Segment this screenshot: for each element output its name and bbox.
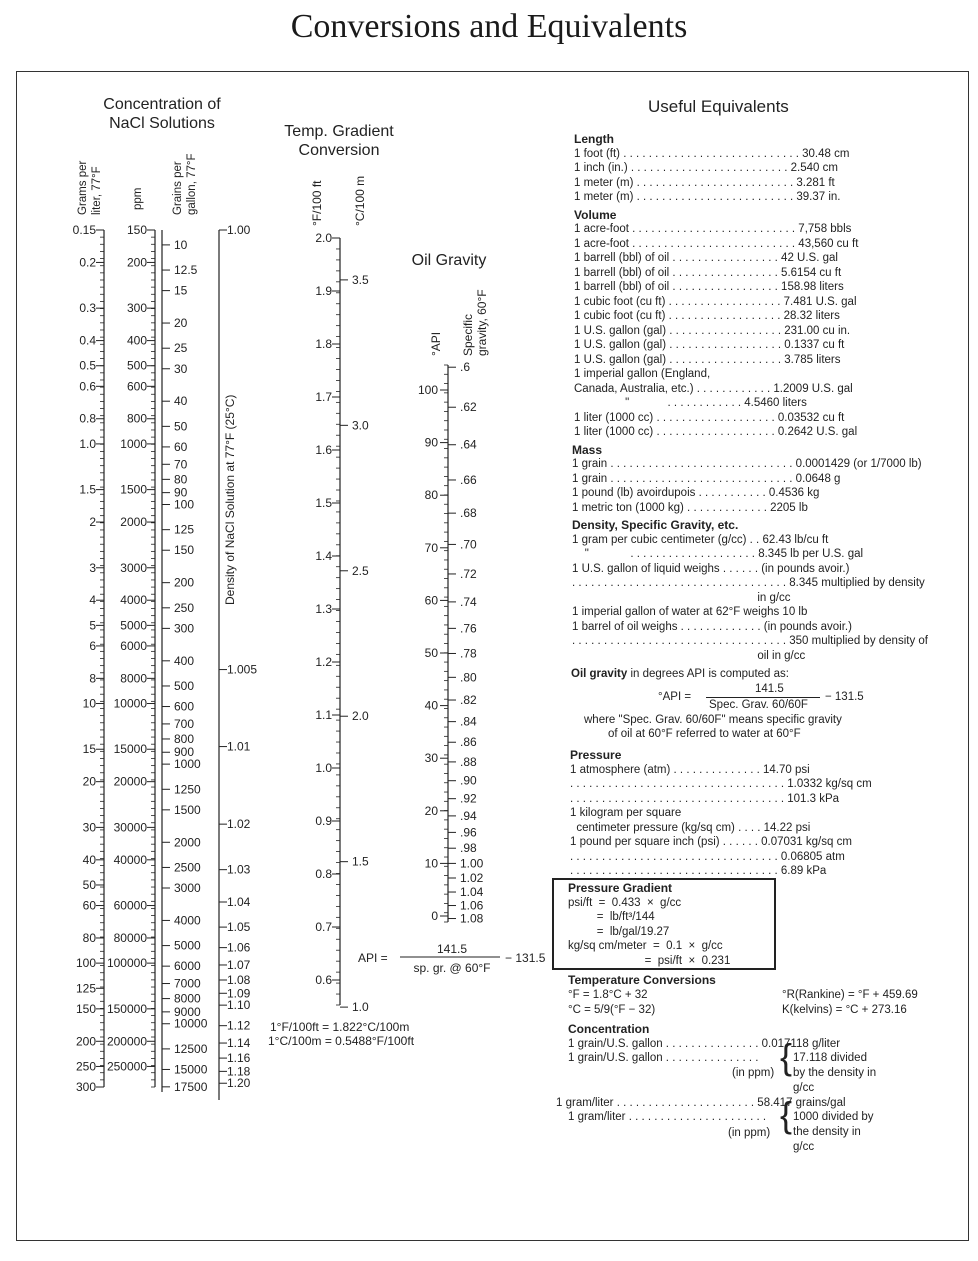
temp-f-label: 1.1 [315, 708, 332, 722]
temp-f-label: 1.9 [315, 284, 332, 298]
oil-sg-label: .96 [460, 825, 477, 840]
grains-gallon-label: 7000 [174, 976, 201, 991]
temp-note-2: 1°C/100m = 0.5488°F/100ft [268, 1034, 415, 1048]
ppm-label: 200 [126, 255, 147, 270]
grams-liter-label: 0.6 [79, 379, 96, 394]
density-line: " . . . . . . . . . . . . . . . . . . . . 8.345 lb per U.S. gal [572, 548, 864, 560]
temp-f-label: 0.8 [315, 867, 332, 881]
grains-gallon-label: 600 [174, 699, 195, 714]
temp-left-2: °C = 5/9(°F − 32) [568, 1004, 656, 1016]
ppm-label: 300 [126, 301, 147, 316]
ppm-label: 150000 [106, 1001, 147, 1016]
grains-gallon-label: 15000 [174, 1062, 208, 1077]
oil-sg-label: .98 [460, 841, 477, 856]
grains-gallon-label: 300 [174, 621, 195, 636]
grains-gallon-label: 900 [174, 745, 195, 760]
grains-gallon-label: 500 [174, 678, 195, 693]
ppm-label: 5000 [120, 618, 147, 633]
grains-gallon-label: 3000 [174, 880, 201, 895]
nacl-title-1: Concentration of [103, 96, 221, 113]
mass-line: 1 metric ton (1000 kg) . . . . . . . . . . . . . 2205 lb [572, 501, 808, 514]
pressure-line: . . . . . . . . . . . . . . . . . . . . . . . . . . . . . . . . . 0.06805 atm [570, 850, 845, 863]
nacl-header-grains-2: gallon, 77°F [186, 153, 198, 215]
ppm-label: 1000 [120, 436, 147, 451]
ppm-label: 800 [126, 411, 147, 426]
oil-sg-label: 1.02 [460, 870, 484, 885]
oil-api-label: 80 [424, 488, 438, 503]
grams-liter-label: 0.5 [79, 358, 96, 373]
length-line: 1 meter (m) . . . . . . . . . . . . . . . . . . . . . . . . . 3.281 ft [574, 176, 835, 189]
temp-c-label: 1.5 [352, 854, 369, 869]
api-formula-den: Spec. Grav. 60/60F [709, 699, 808, 711]
oil-api-label: 70 [424, 540, 438, 555]
conc-brace2-line: 1000 divided by [793, 1111, 874, 1123]
temp-f-header: °F/100 ft [310, 180, 324, 226]
nacl-header-ppm: ppm [132, 187, 144, 210]
pressure-line: 1 atmosphere (atm) . . . . . . . . . . . . . . 14.70 psi [570, 763, 810, 776]
grams-liter-label: 40 [82, 852, 96, 867]
ppm-label: 400 [126, 333, 147, 348]
temp-c-header: °C/100 m [353, 175, 367, 226]
grains-gallon-label: 70 [174, 457, 188, 472]
density-label: 1.18 [227, 1064, 251, 1079]
oil-sg-label: 1.00 [460, 856, 484, 871]
grains-gallon-label: 125 [174, 522, 195, 537]
oil-sg-label: .62 [460, 400, 477, 415]
grams-liter-label: 200 [75, 1034, 96, 1049]
api-note-2: of oil at 60°F referred to water at 60°F [608, 728, 801, 740]
grains-gallon-label: 80 [174, 472, 188, 487]
volume-line: 1 barrell (bbl) of oil . . . . . . . . . . . . . . . . . 158.98 liters [574, 281, 844, 293]
volume-head: Volume [574, 207, 617, 222]
grams-liter-label: 30 [82, 820, 96, 835]
api-formula-right: − 131.5 [505, 951, 546, 965]
grains-gallon-label: 40 [174, 394, 188, 409]
grains-gallon-label: 90 [174, 485, 188, 500]
grains-gallon-label: 12.5 [174, 263, 198, 278]
length-line: 1 meter (m) . . . . . . . . . . . . . . . . . . . . . . . . . 39.37 in. [574, 191, 841, 203]
oil-sg-label: .90 [460, 773, 477, 788]
conc-brace1-line: by the density in [793, 1067, 877, 1079]
grams-liter-label: 0.2 [79, 255, 96, 270]
grams-liter-label: 250 [75, 1059, 96, 1074]
density-label: 1.08 [227, 973, 251, 988]
volume-line: " . . . . . . . . . . . . 4.5460 liters [574, 397, 807, 409]
grams-liter-label: 15 [82, 742, 96, 757]
pressure-line: centimeter pressure (kg/sq cm) . . . . 14.22 psi [570, 821, 811, 834]
grains-gallon-label: 15 [174, 283, 188, 298]
grams-liter-label: 0.3 [79, 301, 96, 316]
grams-liter-label: 0.4 [79, 333, 96, 348]
oil-sg-label: .94 [460, 808, 477, 823]
oil-sg-label: .68 [460, 506, 477, 521]
ppm-label: 100000 [106, 956, 147, 971]
ppm-label: 2000 [120, 515, 147, 530]
grains-gallon-label: 1250 [174, 782, 201, 797]
volume-line: 1 liter (1000 cc) . . . . . . . . . . . . . . . . . . . 0.03532 cu ft [574, 411, 845, 424]
conc-line: 1 grain/U.S. gallon . . . . . . . . . . . . . . . 0.017118 g/liter [568, 1038, 841, 1050]
mass-line: 1 pound (lb) avoirdupois . . . . . . . . . . . 0.4536 kg [572, 487, 820, 499]
oil-sg-label: 1.06 [460, 898, 484, 913]
pressure-line: 1 pound per square inch (psi) . . . . . . 0.07031 kg/sq cm [570, 836, 852, 848]
density-label: 1.12 [227, 1018, 251, 1033]
density-line: 1 gram per cubic centimeter (g/cc) . . 62.43 lb/cu ft [572, 533, 829, 546]
oil-sg-header-2: gravity, 60°F [475, 289, 489, 356]
density-line: 1 U.S. gallon of liquid weighs . . . . . . (in pounds avoir.) [572, 562, 850, 575]
temp-f-label: 0.9 [315, 814, 332, 828]
oil-sg-label: .84 [460, 714, 477, 729]
grains-gallon-label: 1000 [174, 757, 201, 772]
temp-f-label: 1.7 [315, 390, 332, 404]
oil-sg-label: .88 [460, 754, 477, 769]
density-label: 1.07 [227, 957, 251, 972]
temp-c-label: 3.5 [352, 272, 369, 287]
volume-line: 1 U.S. gallon (gal) . . . . . . . . . . . . . . . . . . 0.1337 cu ft [574, 339, 845, 351]
temp-f-label: 1.8 [315, 337, 332, 351]
grams-liter-label: 300 [75, 1080, 96, 1094]
conc-line: 1 grain/U.S. gallon . . . . . . . . . . . . . . . [568, 1052, 759, 1064]
oil-sg-label: .76 [460, 621, 477, 636]
density-label: 1.005 [227, 662, 258, 677]
oil-sg-label: .80 [460, 670, 477, 685]
useful-title: Useful Equivalents [648, 97, 789, 116]
oil-gravity-line: Oil gravity in degrees API is computed as: [571, 668, 789, 680]
grains-gallon-label: 9000 [174, 1004, 201, 1019]
grains-gallon-label: 20 [174, 316, 188, 331]
temp-right-1: °R(Rankine) = °F + 459.69 [782, 989, 918, 1001]
grains-gallon-label: 50 [174, 419, 188, 434]
volume-line: Canada, Australia, etc.) . . . . . . . . . . . . 1.2009 U.S. gal [574, 382, 853, 395]
ppm-label: 6000 [120, 638, 147, 653]
temp-f-label: 1.0 [315, 761, 332, 775]
volume-line: 1 barrell (bbl) of oil . . . . . . . . . . . . . . . . . 42 U.S. gal [574, 252, 838, 264]
ppm-label: 10000 [113, 696, 147, 711]
nacl-header-grams-2: liter, 77°F [91, 166, 103, 215]
ppm-label: 250000 [106, 1059, 147, 1074]
grams-liter-label: 2 [89, 515, 96, 530]
nacl-header-grains-1: Grains per [172, 161, 184, 215]
pressure-gradient-line: kg/sq cm/meter = 0.1 × g/cc [568, 940, 723, 952]
oil-sg-label: .72 [460, 566, 477, 581]
density-label: 1.06 [227, 940, 251, 955]
oil-sg-label: .70 [460, 537, 477, 552]
density-line: . . . . . . . . . . . . . . . . . . . . . . . . . . . . . . . . . . 8.345 multiplied by density [572, 577, 925, 589]
grains-gallon-label: 6000 [174, 959, 201, 974]
temp-f-label: 2.0 [315, 231, 332, 245]
oil-api-label: 0 [431, 909, 438, 923]
volume-line: 1 U.S. gallon (gal) . . . . . . . . . . . . . . . . . . 3.785 liters [574, 353, 841, 366]
density-label: 1.20 [227, 1076, 251, 1091]
oil-api-label: 50 [424, 646, 438, 660]
oil-api-label: 10 [424, 856, 438, 871]
volume-line: 1 liter (1000 cc) . . . . . . . . . . . . . . . . . . . 0.2642 U.S. gal [574, 426, 858, 438]
oil-sg-label: .64 [460, 437, 477, 452]
mass-line: 1 grain . . . . . . . . . . . . . . . . . . . . . . . . . . . . . 0.0648 g [572, 472, 841, 485]
grains-gallon-label: 1500 [174, 802, 201, 817]
grams-liter-label: 50 [82, 877, 96, 892]
density-line: oil in g/cc [572, 649, 806, 662]
oil-sg-label: .78 [460, 646, 477, 661]
temp-title-2: Conversion [298, 142, 380, 159]
grains-gallon-label: 12500 [174, 1041, 208, 1056]
density-label: 1.10 [227, 998, 251, 1013]
conc-brace: { [780, 1036, 793, 1077]
oil-sg-label: .82 [460, 693, 477, 708]
density-label: 1.00 [227, 223, 251, 237]
conc-in-ppm: (in ppm) [732, 1067, 775, 1079]
volume-line: 1 acre-foot . . . . . . . . . . . . . . . . . . . . . . . . . . 43,560 cu ft [574, 237, 859, 250]
conc-brace1-line: 17.118 divided [793, 1052, 867, 1064]
grams-liter-label: 5 [89, 618, 96, 633]
pressure-gradient-head: Pressure Gradient [568, 881, 673, 895]
pressure-gradient-line: psi/ft = 0.433 × g/cc [568, 896, 682, 909]
pressure-head: Pressure [570, 748, 622, 762]
grams-liter-label: 3 [89, 560, 96, 575]
density-line: . . . . . . . . . . . . . . . . . . . . . . . . . . . . . . . . . . 350 multiplied by density of [572, 635, 928, 647]
conc-head: Concentration [568, 1022, 650, 1036]
grains-gallon-label: 60 [174, 439, 188, 454]
pressure-line: . . . . . . . . . . . . . . . . . . . . . . . . . . . . . . . . . . 1.0332 kg/sq cm [570, 778, 872, 790]
density-label: 1.09 [227, 986, 251, 1001]
conc-line: 1 gram/liter . . . . . . . . . . . . . . . . . . . . . . [568, 1111, 767, 1123]
oil-api-label: 90 [424, 435, 438, 450]
density-label: 1.04 [227, 895, 251, 910]
nacl-header-grams-1: Grams per [77, 160, 89, 215]
oil-api-label: 100 [417, 383, 438, 397]
oil-api-label: 30 [424, 751, 438, 766]
temp-left-1: °F = 1.8°C + 32 [568, 989, 648, 1001]
oil-sg-label: 1.04 [460, 885, 484, 900]
ppm-label: 1500 [120, 482, 147, 497]
grains-gallon-label: 800 [174, 731, 195, 746]
grams-liter-label: 1.0 [79, 436, 96, 451]
ppm-label: 20000 [113, 774, 147, 789]
grains-gallon-label: 150 [174, 543, 195, 558]
ppm-label: 600 [126, 379, 147, 394]
pressure-gradient-line: = psi/ft × 0.231 [568, 954, 731, 967]
oil-api-label: 60 [424, 593, 438, 608]
oil-sg-label: .6 [460, 360, 471, 375]
grams-liter-label: 80 [82, 930, 96, 945]
density-label: 1.03 [227, 862, 251, 877]
grains-gallon-label: 2500 [174, 860, 201, 875]
grams-liter-label: 8 [89, 671, 96, 686]
temp-f-label: 1.5 [315, 496, 332, 510]
grams-liter-label: 100 [75, 956, 96, 971]
density-head: Density, Specific Gravity, etc. [572, 518, 739, 532]
grains-gallon-label: 10000 [174, 1016, 208, 1031]
grains-gallon-label: 700 [174, 716, 195, 731]
nacl-density-label: Density of NaCl Solution at 77°F (25°C) [223, 394, 237, 605]
pressure-line: 1 kilogram per square [570, 807, 682, 819]
oil-api-header: °API [429, 331, 443, 356]
grains-gallon-label: 4000 [174, 913, 201, 928]
volume-line: 1 cubic foot (cu ft) . . . . . . . . . . . . . . . . . . 28.32 liters [574, 310, 840, 322]
density-line: in g/cc [572, 591, 791, 604]
grains-gallon-label: 100 [174, 497, 195, 512]
grams-liter-label: 150 [75, 1001, 96, 1016]
api-formula-right: − 131.5 [825, 691, 864, 703]
length-line: 1 foot (ft) . . . . . . . . . . . . . . . . . . . . . . . . . . . . 30.48 cm [574, 147, 850, 160]
temp-f-label: 0.7 [315, 920, 332, 934]
conc-brace1-line: g/cc [793, 1082, 815, 1094]
temp-c-label: 2.0 [352, 709, 369, 724]
api-formula-left: °API = [658, 691, 692, 703]
ppm-label: 3000 [120, 560, 147, 575]
oil-sg-label: .74 [460, 594, 477, 609]
temp-c-label: 2.5 [352, 563, 369, 578]
density-label: 1.16 [227, 1051, 251, 1066]
pressure-gradient-box [552, 878, 776, 970]
grams-liter-label: 10 [82, 696, 96, 711]
conc-brace: { [780, 1094, 793, 1135]
grams-liter-label: 60 [82, 898, 96, 913]
grains-gallon-label: 400 [174, 653, 195, 668]
volume-line: 1 imperial gallon (England, [574, 368, 711, 380]
grains-gallon-label: 8000 [174, 991, 201, 1006]
grains-gallon-label: 17500 [174, 1079, 208, 1094]
grains-gallon-label: 200 [174, 575, 195, 590]
temp-right-2: K(kelvins) = °C + 273.16 [782, 1004, 907, 1016]
conc-brace2-line: g/cc [793, 1141, 815, 1153]
temp-head: Temperature Conversions [568, 973, 716, 987]
grams-liter-label: 1.5 [79, 482, 96, 497]
oil-sg-header-1: Specific [461, 313, 475, 356]
ppm-label: 8000 [120, 671, 147, 686]
ppm-label: 15000 [113, 742, 147, 757]
api-formula-num: 141.5 [755, 683, 784, 695]
temp-title-1: Temp. Gradient [284, 123, 394, 140]
api-formula-num: 141.5 [436, 942, 468, 956]
length-head: Length [574, 132, 614, 146]
ppm-label: 60000 [113, 898, 147, 913]
ppm-label: 150 [126, 223, 147, 237]
grains-gallon-label: 5000 [174, 938, 201, 953]
temp-f-label: 1.4 [315, 549, 332, 563]
length-line: 1 inch (in.) . . . . . . . . . . . . . . . . . . . . . . . . . 2.540 cm [574, 162, 838, 174]
ppm-label: 200000 [106, 1034, 147, 1049]
oil-sg-label: 1.08 [460, 911, 484, 926]
volume-line: 1 acre-foot . . . . . . . . . . . . . . . . . . . . . . . . . . 7,758 bbls [574, 223, 852, 235]
grams-liter-label: 125 [75, 981, 96, 996]
density-label: 1.02 [227, 817, 251, 832]
volume-line: 1 cubic foot (cu ft) . . . . . . . . . . . . . . . . . . 7.481 U.S. gal [574, 295, 857, 308]
grains-gallon-label: 250 [174, 600, 195, 615]
grains-gallon-label: 30 [174, 361, 188, 376]
mass-head: Mass [572, 442, 603, 457]
grams-liter-label: 4 [89, 593, 96, 608]
conc-line: 1 gram/liter . . . . . . . . . . . . . . . . . . . . . . 58.417 grains/gal [556, 1097, 846, 1109]
grams-liter-label: 0.8 [79, 411, 96, 426]
oil-title: Oil Gravity [411, 252, 487, 269]
volume-line: 1 barrell (bbl) of oil . . . . . . . . . . . . . . . . . 5.6154 cu ft [574, 266, 842, 279]
temp-c-label: 3.0 [352, 418, 369, 433]
mass-line: 1 grain . . . . . . . . . . . . . . . . . . . . . . . . . . . . . 0.0001429 (or 1/7000 lb) [572, 458, 922, 470]
density-label: 1.14 [227, 1036, 251, 1051]
ppm-label: 500 [126, 358, 147, 373]
conc-in-ppm: (in ppm) [728, 1127, 771, 1139]
temp-f-label: 1.2 [315, 655, 332, 669]
oil-api-label: 20 [424, 803, 438, 818]
conc-brace2-line: the density in [793, 1126, 861, 1138]
density-line: 1 barrel of oil weighs . . . . . . . . . . . . . (in pounds avoir.) [572, 620, 852, 633]
oil-sg-label: .86 [460, 735, 477, 750]
grams-liter-label: 20 [82, 774, 96, 789]
oil-sg-label: .92 [460, 791, 477, 806]
grains-gallon-label: 2000 [174, 835, 201, 850]
api-note-1: where "Spec. Grav. 60/60F" means specific gravity [584, 714, 842, 726]
temp-note-1: 1°F/100ft = 1.822°C/100m [270, 1020, 410, 1034]
temp-f-label: 1.6 [315, 443, 332, 457]
page-title: Conversions and Equivalents [290, 8, 688, 45]
volume-line: 1 U.S. gallon (gal) . . . . . . . . . . . . . . . . . . 231.00 cu in. [574, 324, 851, 337]
ppm-label: 40000 [113, 852, 147, 867]
grams-liter-label: 0.15 [72, 223, 96, 237]
grains-gallon-label: 10 [174, 237, 188, 252]
pressure-gradient-line: = lb/ft³/144 [568, 911, 655, 923]
pressure-line: . . . . . . . . . . . . . . . . . . . . . . . . . . . . . . . . . . 101.3 kPa [570, 792, 840, 805]
density-label: 1.05 [227, 920, 251, 935]
api-formula-left: API = [358, 951, 388, 965]
grains-gallon-label: 25 [174, 341, 188, 356]
density-label: 1.01 [227, 739, 251, 754]
temp-f-label: 1.3 [315, 602, 332, 616]
pressure-line: . . . . . . . . . . . . . . . . . . . . . . . . . . . . . . . . . 6.89 kPa [570, 865, 827, 877]
oil-api-label: 40 [424, 698, 438, 713]
oil-sg-label: .66 [460, 472, 477, 487]
api-formula-den: sp. gr. @ 60°F [413, 961, 491, 975]
ppm-label: 30000 [113, 820, 147, 835]
temp-c-label: 1.0 [352, 1000, 369, 1015]
temp-f-label: 0.6 [315, 973, 332, 987]
density-line: 1 imperial gallon of water at 62°F weighs 10 lb [572, 606, 808, 618]
nacl-title-2: NaCl Solutions [109, 115, 215, 132]
ppm-label: 4000 [120, 593, 147, 608]
pressure-gradient-line: = lb/gal/19.27 [568, 925, 670, 938]
ppm-label: 80000 [113, 930, 147, 945]
grams-liter-label: 6 [89, 638, 96, 653]
